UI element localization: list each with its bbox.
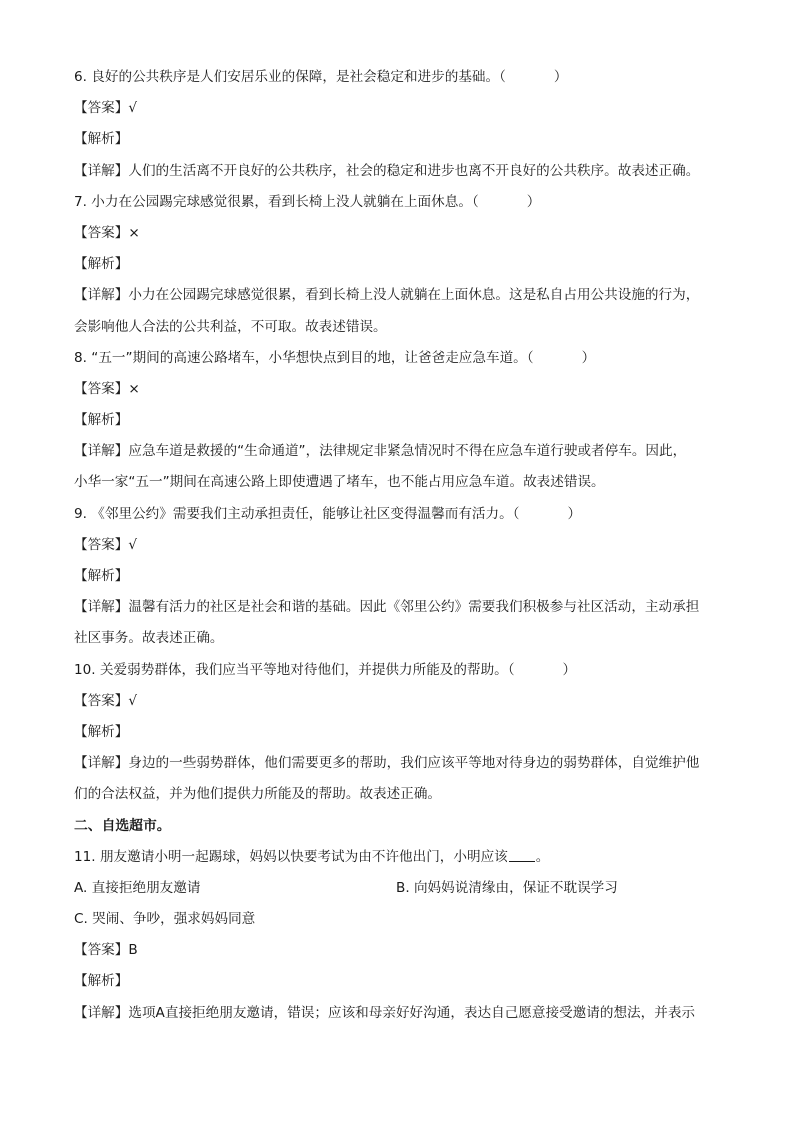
detail-text: 身边的一些弱势群体，他们需要更多的帮助，我们应该平等地对待身边的弱势群体，自觉维护他 bbox=[128, 755, 700, 772]
analysis-label: 【解析】 bbox=[74, 131, 129, 148]
analysis-7 bbox=[74, 249, 724, 280]
answer-label: 【答案】 bbox=[74, 380, 129, 397]
close-paren: ） bbox=[553, 69, 568, 85]
question-9-text: 9. 《邻里公约》需要我们主动承担责任，能够让社区变得温馨而有活力。（ bbox=[74, 505, 520, 522]
question-10-text: 10. 关爱弱势群体，我们应当平等地对待他们，并提供力所能及的帮助。（ bbox=[74, 661, 515, 678]
detail-8-line-1 bbox=[74, 436, 724, 467]
question-end: 。 bbox=[535, 848, 550, 865]
answer-7 bbox=[74, 218, 724, 249]
detail-text: 社区事务。故表述正确。 bbox=[74, 630, 224, 647]
option-c: C. 哭闹、争吵，强求妈妈同意 bbox=[74, 911, 256, 928]
answer-6 bbox=[74, 93, 724, 124]
detail-text: 小华一家“五一”期间在高速公路上即使遭遇了堵车，也不能占用应急车道。故表述错误。 bbox=[74, 474, 605, 491]
detail-label: 【详解】 bbox=[74, 443, 129, 460]
section-heading: 二、自选超市。 bbox=[74, 817, 171, 834]
options-row-1 bbox=[74, 873, 724, 904]
question-6 bbox=[74, 62, 724, 93]
question-11-text: 11. 朋友邀请小明一起踢球，妈妈以快要考试为由不许他出门，小明应该 bbox=[74, 848, 508, 865]
question-11 bbox=[74, 842, 724, 873]
question-9 bbox=[74, 499, 724, 530]
question-6-text: 6. 良好的公共秩序是人们安居乐业的保障，是社会稳定和进步的基础。（ bbox=[74, 69, 506, 85]
option-b: B. 向妈妈说清缘由，保证不耽误学习 bbox=[396, 879, 618, 896]
detail-text: 选项A直接拒绝朋友邀请，错误；应该和母亲好好沟通，表达自己愿意接受邀请的想法，并表示 bbox=[128, 1004, 696, 1021]
analysis-8 bbox=[74, 405, 724, 436]
question-10 bbox=[74, 655, 724, 686]
question-7-text: 7. 小力在公园踢完球感觉很累，看到长椅上没人就躺在上面休息。（ bbox=[74, 193, 479, 210]
document-content bbox=[74, 62, 724, 1029]
detail-text: 人们的生活离不开良好的公共秩序，社会的稳定和进步也离不开良好的公共秩序。故表述正确。 bbox=[128, 162, 700, 179]
fill-blank-underline bbox=[509, 849, 535, 862]
analysis-label: 【解析】 bbox=[74, 412, 129, 429]
question-8-text: 8. “五一”期间的高速公路堵车，小华想快点到目的地，让爸爸走应急车道。（ bbox=[74, 349, 534, 366]
answer-9 bbox=[74, 530, 724, 561]
detail-8-line-2 bbox=[74, 467, 724, 498]
detail-text: 应急车道是救援的“生命通道”，法律规定非紧急情况时不得在应急车道行驶或者停车。因此， bbox=[128, 443, 687, 460]
detail-text: 小力在公园踢完球感觉很累，看到长椅上没人就躺在上面休息。这是私自占用公共设施的行为， bbox=[128, 287, 700, 304]
detail-text: 们的合法权益，并为他们提供力所能及的帮助。故表述正确。 bbox=[74, 786, 442, 803]
analysis-6 bbox=[74, 124, 724, 155]
answer-value: √ bbox=[128, 692, 138, 709]
detail-text: 会影响他人合法的公共利益，不可取。故表述错误。 bbox=[74, 318, 387, 335]
question-8 bbox=[74, 343, 724, 374]
close-paren: ） bbox=[526, 193, 541, 210]
answer-value: √ bbox=[128, 536, 138, 553]
analysis-11 bbox=[74, 966, 724, 997]
answer-value: × bbox=[128, 380, 140, 397]
answer-8 bbox=[74, 374, 724, 405]
analysis-10 bbox=[74, 717, 724, 748]
detail-label: 【详解】 bbox=[74, 287, 129, 304]
question-7 bbox=[74, 187, 724, 218]
detail-6 bbox=[74, 156, 724, 187]
detail-10-line-2 bbox=[74, 779, 724, 810]
analysis-label: 【解析】 bbox=[74, 973, 129, 990]
answer-label: 【答案】 bbox=[74, 942, 129, 959]
detail-text: 温馨有活力的社区是社会和谐的基础。因此《邻里公约》需要我们积极参与社区活动，主动承担 bbox=[128, 599, 700, 616]
detail-label: 【详解】 bbox=[74, 599, 129, 616]
analysis-label: 【解析】 bbox=[74, 568, 129, 584]
detail-label: 【详解】 bbox=[74, 1004, 129, 1021]
detail-label: 【详解】 bbox=[74, 162, 129, 179]
analysis-9 bbox=[74, 561, 724, 592]
answer-label: 【答案】 bbox=[74, 692, 129, 709]
detail-9-line-2 bbox=[74, 623, 724, 654]
detail-9-line-1 bbox=[74, 592, 724, 623]
answer-label: 【答案】 bbox=[74, 224, 129, 241]
option-a: A. 直接拒绝朋友邀请 bbox=[74, 879, 201, 896]
answer-label: 【答案】 bbox=[74, 536, 129, 553]
answer-value: × bbox=[128, 224, 140, 241]
close-paren: ） bbox=[581, 349, 596, 366]
answer-11 bbox=[74, 935, 724, 966]
detail-label: 【详解】 bbox=[74, 755, 129, 772]
answer-value: B bbox=[128, 942, 138, 959]
answer-label: 【答案】 bbox=[74, 100, 129, 117]
answer-10 bbox=[74, 686, 724, 717]
analysis-label: 【解析】 bbox=[74, 256, 129, 273]
analysis-label: 【解析】 bbox=[74, 723, 129, 740]
detail-7-line-2 bbox=[74, 312, 724, 343]
close-paren: ） bbox=[562, 661, 577, 678]
detail-11-line-1 bbox=[74, 998, 724, 1029]
close-paren: ） bbox=[567, 505, 582, 522]
detail-7-line-1 bbox=[74, 280, 724, 311]
detail-10-line-1 bbox=[74, 748, 724, 779]
answer-value: √ bbox=[128, 100, 138, 117]
